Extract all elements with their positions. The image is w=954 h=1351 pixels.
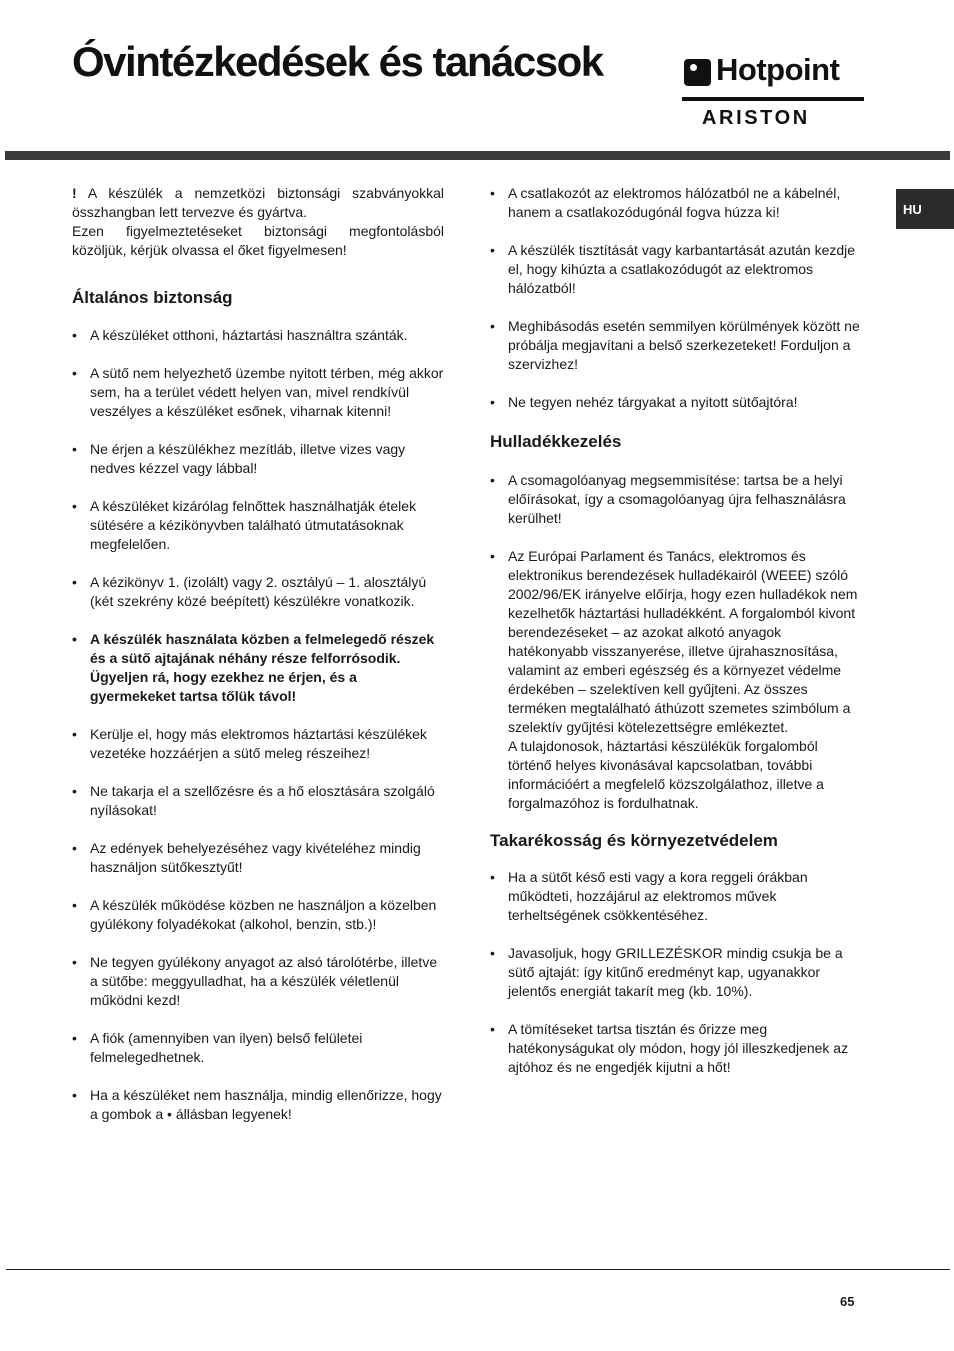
list-item-text: Ne érjen a készülékhez mezítláb, illetve vizes vagy nedves kézzel vagy lábbal! [90, 441, 406, 476]
list-item-text: Az edények behelyezéséhez vagy kivételéhez mindig használjon sütőkesztyűt! [90, 840, 421, 875]
bullet: • [490, 548, 495, 564]
bullet: • [72, 498, 77, 514]
list-item-text: A sütő nem helyezhető üzembe nyitott térben, még akkor sem, ha a terület védett helyen van, mivel rendkívül veszélyes a készüléket esőnek, viharnak kitenni! [90, 365, 444, 419]
section-heading-saving: Takarékosság és környezetvédelem [490, 831, 778, 850]
intro-text: A készülék a nemzetközi biztonsági szabványokkal összhangban lett tervezve és gyártva. Ezen figyelmeztetéseket biztonsági megfontolásból közöljük, kérjük olvassa el őket figyelmesen! [72, 185, 444, 258]
list-item [72, 782, 444, 820]
bullet: • [490, 242, 495, 258]
bullet: • [72, 365, 77, 381]
list-item [72, 896, 444, 934]
waste-list [490, 471, 864, 813]
electrical-safety-list [490, 184, 864, 412]
list-item-text: Ne tegyen nehéz tárgyakat a nyitott sütőajtóra! [508, 394, 798, 410]
footer-divider [6, 1269, 950, 1270]
header-divider [5, 151, 950, 160]
list-item-text: A csatlakozót az elektromos hálózatból ne a kábelnél, hanem a csatlakozódugónál fogva húzza ki! [508, 185, 841, 220]
list-item-text: A készülék használata közben a felmelegedő részek és a sütő ajtajának néhány része felforrósodik. Ügyeljen rá, hogy ezekhez ne érjen, és a gyermekeket tartsa tőlük távol! [90, 631, 435, 704]
list-item-text: Kerülje el, hogy más elektromos háztartási készülékek vezetéke hozzáérjen a sütő meleg részeihez! [90, 726, 427, 761]
list-item [72, 725, 444, 763]
list-item [72, 1086, 444, 1124]
bullet: • [490, 1021, 495, 1037]
list-item-text: A készülék tisztítását vagy karbantartását azután kezdje el, hogy kihúzta a csatlakozódugót az elektromos hálózatból! [508, 242, 856, 296]
list-item-text: Ha a sütőt késő esti vagy a kora reggeli órákban működteti, hozzájárul az elektromos művek terheltségének csökkentéséhez. [508, 869, 808, 923]
bullet: • [72, 1087, 77, 1103]
bullet: • [72, 954, 77, 970]
list-item [490, 471, 864, 528]
list-item [490, 547, 864, 813]
bullet: • [490, 185, 495, 201]
list-item [490, 184, 864, 222]
bullet: • [72, 726, 77, 742]
list-item [490, 317, 864, 374]
logo-divider [682, 97, 864, 101]
list-item [490, 393, 864, 412]
bullet: • [72, 574, 77, 590]
bullet: • [490, 472, 495, 488]
list-item [72, 326, 444, 345]
section-heading-waste: Hulladékkezelés [490, 432, 622, 451]
list-item [490, 944, 864, 1001]
bullet: • [72, 897, 77, 913]
bullet: • [72, 1030, 77, 1046]
list-item [72, 364, 444, 421]
right-column [490, 184, 864, 1077]
list-item-text: A tömítéseket tartsa tisztán és őrizze meg hatékonyságukat oly módon, hogy jól illeszkedjenek az ajtóhoz és ne engedjék kijutni a hőt! [508, 1021, 849, 1075]
bullet: • [72, 327, 77, 343]
list-item [72, 440, 444, 478]
bullet: • [490, 394, 495, 410]
list-item [72, 1029, 444, 1067]
list-item-text: Ha a készüléket nem használja, mindig ellenőrizze, hogy a gombok a • állásban legyenek! [90, 1087, 442, 1122]
list-item-text: A kézikönyv 1. (izolált) vagy 2. osztályú – 1. alosztályú (két szekrény közé beépített) készülékre vonatkozik. [90, 574, 427, 609]
list-item-warning [72, 630, 444, 706]
list-item [72, 839, 444, 877]
page-number: 65 [840, 1294, 855, 1309]
general-safety-list [72, 326, 444, 1124]
bullet: • [72, 783, 77, 799]
bullet: • [72, 441, 77, 457]
bullet: • [490, 318, 495, 334]
list-item-text: Javasoljuk, hogy GRILLEZÉSKOR mindig csukja be a sütő ajtaját: így kitűnő eredményt kap, ugyanakkor jelentős energiát takarít meg (kb. 10%). [508, 945, 843, 999]
list-item-text: Ne tegyen gyúlékony anyagot az alsó tárolótérbe, illetve a sütőbe: meggyulladhat, ha a készülék véletlenül működni kezd! [90, 954, 438, 1008]
page-title: Óvintézkedések és tanácsok [72, 38, 603, 85]
saving-list [490, 868, 864, 1077]
left-column [72, 184, 444, 1124]
list-item-text: A készüléket otthoni, háztartási használtra szánták. [90, 327, 408, 343]
warning-mark: ! [72, 185, 77, 201]
list-item-text: A csomagolóanyag megsemmisítése: tartsa be a helyi előírásokat, így a csomagolóanyag újra felhasználásra kerülhet! [508, 472, 846, 526]
list-item-text: A fiók (amennyiben van ilyen) belső felületei felmelegedhetnek. [90, 1030, 363, 1065]
brand-name: Hotpoint [716, 52, 840, 87]
brand-logo-icon [684, 59, 711, 86]
list-item [72, 497, 444, 554]
brand-subname: ARISTON [702, 107, 810, 129]
bullet: • [490, 869, 495, 885]
list-item [72, 573, 444, 611]
list-item-text: Az Európai Parlament és Tanács, elektromos és elektronikus berendezések hulladékairól (WEEE) szóló 2002/96/EK irányelve előírja, hogy ezen hulladékok nem kezelhetők háztartási hulladékként. A forgalomból kivont berendezéseket – az azokat alkotó anyagok hatékonyabb visszanyerése, illetve újrahasznosítása, valamint az emberi egészség és a környezet védelme érdekében – szelektíven kell gyűjteni. Az összes terméken megtalálható áthúzott szemetes szimbólum a szelektív gyűjtési kötelezettségre emlékeztet. A tulajdonosok, háztartási készülékük forgalomból történő helyes kivonásával kapcsolatban, további információért a megfelelő közszolgálathoz, illetve a forgalmazóhoz is fordulhatnak. [508, 548, 858, 811]
list-item [490, 868, 864, 925]
list-item-text: Meghibásodás esetén semmilyen körülmények között ne próbálja megjavítani a belső szerkezeteket! Forduljon a szervizhez! [508, 318, 860, 372]
list-item-text: Ne takarja el a szellőzésre és a hő elosztására szolgáló nyílásokat! [90, 783, 435, 818]
section-heading-general-safety: Általános biztonság [72, 288, 233, 307]
bullet: • [490, 945, 495, 961]
brand-logo [682, 52, 864, 135]
list-item [490, 241, 864, 298]
language-tab: HU [896, 189, 954, 229]
bullet: • [72, 840, 77, 856]
list-item [72, 953, 444, 1010]
intro-paragraph [72, 184, 444, 260]
list-item [490, 1020, 864, 1077]
list-item-text: A készüléket kizárólag felnőttek használhatják ételek sütésére a kézikönyvben található útmutatásoknak megfelelően. [90, 498, 417, 552]
list-item-text: A készülék működése közben ne használjon a közelben gyúlékony folyadékokat (alkohol, benzin, stb.)! [90, 897, 437, 932]
bullet: • [72, 631, 77, 647]
